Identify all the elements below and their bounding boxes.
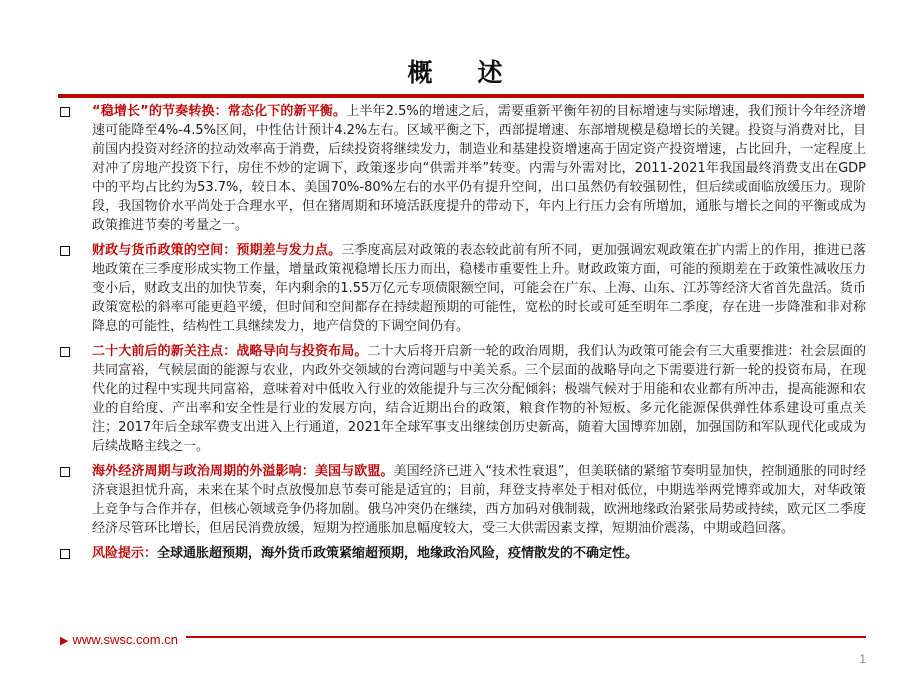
section-fiscal-monetary	[60, 241, 866, 336]
square-bullet-icon	[60, 246, 70, 256]
risk-body: 全球通胀超预期，海外货币政策紧缩超预期，地缘政治风险，疫情散发的不确定性。	[157, 546, 639, 561]
section-risk-warning	[60, 544, 866, 563]
section-steady-growth	[60, 102, 866, 235]
risk-heading: 风险提示：	[92, 546, 158, 561]
section-body: 上半年2.5%的增速之后，需要重新平衡年初的目标增速与实际增速，我们预计今年经济增速可能降至4%-4.5%区间，中性估计预计4.2%左右。区域平衡之下，西部提增速、东部增规模是稳增长的关键。投资与消费对比，目前国内投资对经济的拉动效率高于消费，后续投资将继续发力，制造业和基建投资增速高于固定资产投资增速，占比回升，一定程度上对冲了房地产投资下行，房住不炒的定调下，政策逐步向“供需并举”转变。内需与外需对比，2011-2021年我国最终消费支出在GDP中的平均占比约为53.7%，较日本、美国70%-80%左右的水平仍有提升空间，出口虽然仍有较强韧性，但后续或面临放缓压力。现阶段，我国物价水平尚处于合理水平，但在猪周期和环境活跃度提升的带动下，年内上行压力会有所增加，通胀与增长之间的平衡或成为政策推进节奏的考量之一。	[92, 104, 866, 233]
square-bullet-icon	[60, 347, 70, 357]
section-body: 美国经济已进入“技术性衰退”，但美联储的紧缩节奏明显加快，控制通胀的同时经济衰退担忧升高，未来在某个时点放慢加息节奏可能是适宜的；目前，拜登支持率处于相对低位，中期选举两党博弈或加大，对华政策上竞争与合作并存，但核心领域竞争仍将加剧。俄乌冲突仍在继续，西方加码对俄制裁，欧洲地缘政治紧张局势或持续，欧元区二季度经济尽管环比增长，但居民消费放缓，短期为控通胀加息幅度较大，受三大供需因素支撑，短期油价震荡，中期或趋回落。	[92, 464, 866, 536]
section-heading: “稳增长”的节奏转换：常态化下的新平衡。	[92, 104, 347, 119]
page-number: 1	[859, 652, 866, 666]
section-heading: 二十大前后的新关注点：战略导向与投资布局。	[92, 344, 368, 359]
arrow-right-icon: ▶	[60, 635, 69, 647]
section-body: 三季度高层对政策的表态较此前有所不同，更加强调宏观政策在扩内需上的作用，推进已落地政策在三季度形成实物工作量，增量政策视稳增长压力而出，稳楼市重要性上升。财政政策方面，可能的预期差在于政策性减收压力变小后，财政支出的加快节奏，年内剩余的1.55万亿元专项债限额空间，可能会在广东、上海、山东、江苏等经济大省首先盘活。货币政策宽松的斜率可能更趋平缓，但时间和空间都存在持续超预期的可能性，宽松的时长或可延至明年二季度，存在进一步降准和非对称降息的可能性，结构性工具继续发力，地产信贷的下调空间仍有。	[92, 243, 866, 334]
footer-website	[60, 632, 186, 647]
section-heading: 财政与货币政策的空间：预期差与发力点。	[92, 243, 342, 258]
section-heading: 海外经济周期与政治周期的外溢影响：美国与欧盟。	[92, 464, 394, 479]
section-twentieth-congress	[60, 342, 866, 456]
content-area	[60, 102, 866, 569]
page-title: 概 述	[407, 58, 513, 87]
section-overseas-spillover	[60, 462, 866, 538]
square-bullet-icon	[60, 467, 70, 477]
footer-url-text: www.swsc.com.cn	[72, 632, 178, 647]
square-bullet-icon	[60, 549, 70, 559]
title-divider	[58, 94, 864, 98]
square-bullet-icon	[60, 107, 70, 117]
section-body: 二十大后将开启新一轮的政治周期，我们认为政策可能会有三大重要推进：社会层面的共同富裕，气候层面的能源与农业，内政外交领域的台湾问题与中美关系。三个层面的战略导向之下需要进行新一轮的投资布局，在现代化的过程中实现共同富裕，意味着对中低收入行业的效能提升与三次分配倾斜；极端气候对于用能和农业都有所冲击，提高能源和农业的自给度、产出率和安全性是行业的发展方向，结合近期出台的政策，粮食作物的补短板、多元化能源保供弹性体系建设可重点关注；2017年后全球军费支出进入上行通道，2021年全球军事支出继续创历史新高，随着大国博弈加剧，加强国防和军队现代化或成为后续战略主线之一。	[92, 344, 866, 454]
